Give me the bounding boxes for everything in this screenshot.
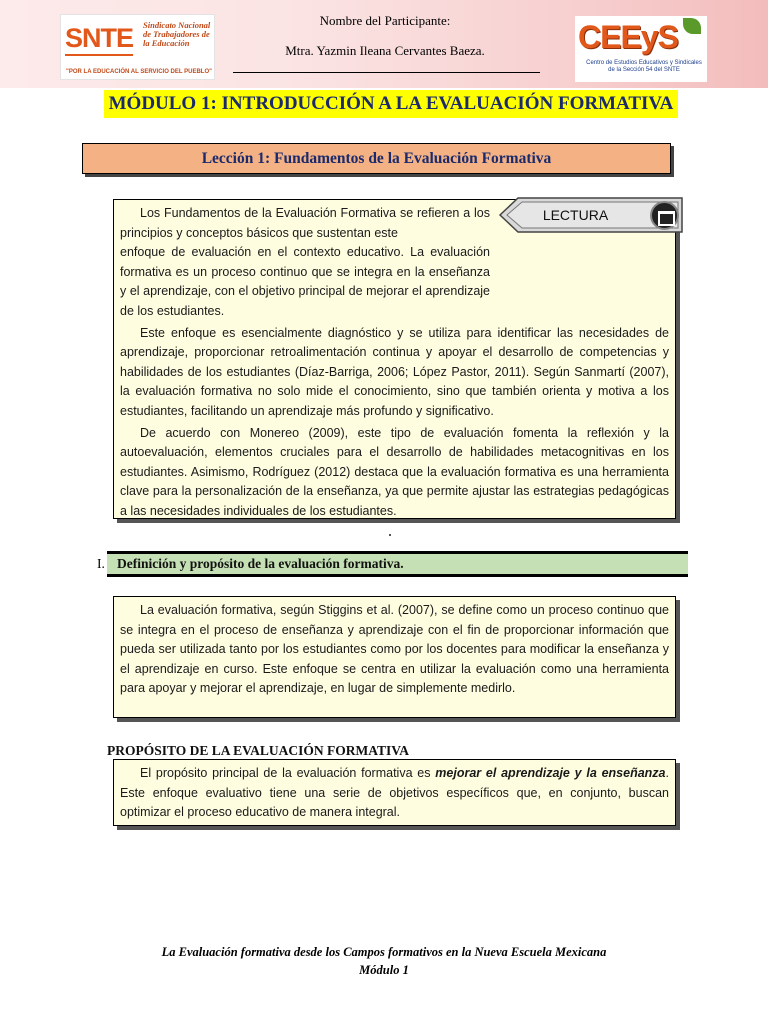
section-number: I.: [97, 556, 105, 571]
reading-paragraph: De acuerdo con Monereo (2009), este tipo de evaluación fomenta la reflexión y la autoevaluación, elementos cruciales para el desarrollo de habilidades metacognitivas en los estudiantes. Asimismo, Rodríguez (2012) destaca que la evaluación formativa es una herramienta clave para la personalización de la enseñanza, ya que permite ajustar las estrategias pedagógicas a las necesidades individuales de los estudiantes.: [120, 425, 669, 518]
leaf-icon: [683, 18, 701, 34]
lesson-title: Lección 1: Fundamentos de la Evaluación Formativa: [82, 143, 671, 174]
reading-paragraph-continued: enfoque de evaluación en el contexto educativo. La evaluación formativa es un proceso continuo que se integra en la enseñanza y el aprendizaje, con el objetivo principal de mejorar el aprendizaje de los estudiantes.: [120, 245, 490, 318]
section-heading: Definición y propósito de la evaluación formativa.: [107, 551, 688, 577]
ceeys-logo-subtitle: Centro de Estudios Educativos y Sindicales de la Sección 54 del SNTE: [586, 60, 702, 73]
participant-label: Nombre del Participante:: [319, 13, 451, 28]
reading-box-fundamentos: [113, 199, 676, 519]
separator-dot: [389, 534, 391, 536]
reading-paragraph: Este enfoque es esencialmente diagnóstico y se utiliza para identificar las necesidades de aprendizaje, proporcionar retroalimentación continua y apoyar el desarrollo de competencias y habilidades de los estudiantes (Díaz-Barriga, 2006; López Pastor, 2011). Según Sanmartí (2007), la evaluación formativa no solo mide el conocimiento, sino que también orienta y motiva a los estudiantes, facilitando un aprendizaje más profundo y significativo.: [120, 325, 669, 418]
reading-box-proposito: [113, 759, 676, 826]
snte-logo-mark: SNTE: [65, 23, 134, 53]
snte-logo-motto: "POR LA EDUCACIÓN AL SERVICIO DEL PUEBLO": [66, 69, 212, 75]
header-band: [0, 0, 768, 88]
footer-title: La Evaluación formativa desde los Campos formativos en la Nueva Escuela Mexicana: [161, 945, 607, 959]
proposito-text-after: . Este enfoque evaluativo tiene una serie de objetivos específicos que, en conjunto, buscan optimizar el proceso educativo de manera integral.: [120, 766, 669, 820]
reading-paragraph: Los Fundamentos de la Evaluación Formativa se refieren a los principios y conceptos básicos que sustentan este: [120, 206, 490, 240]
reading-paragraph: La evaluación formativa, según Stiggins et al. (2007), se define como un proceso continuo que se integra en el proceso de enseñanza y aprendizaje con el fin de proporcionar información que pueda ser utilizada tanto por los estudiantes como por los docentes para modificar la enseñanza y el aprendizaje en curso. Este enfoque se centra en utilizar la evaluación como una herramienta para apoyar y mejorar el aprendizaje, en lugar de simplemente medirlo.: [120, 603, 669, 696]
snte-logo: [60, 14, 215, 80]
footer-module: Módulo 1: [359, 963, 409, 977]
module-title: MÓDULO 1: INTRODUCCIÓN A LA EVALUACIÓN FORMATIVA: [104, 90, 678, 118]
lectura-label: LECTURA: [542, 207, 609, 223]
proposito-title: PROPÓSITO DE LA EVALUACIÓN FORMATIVA: [107, 743, 410, 758]
participant-underline: [233, 72, 540, 73]
reading-paragraph: [120, 764, 669, 823]
proposito-emphasis: mejorar el aprendizaje y la enseñanza: [435, 766, 666, 780]
participant-name: Mtra. Yazmin Ileana Cervantes Baeza.: [285, 43, 485, 58]
lectura-badge: [498, 196, 684, 234]
book-icon: [650, 201, 679, 230]
snte-logo-subtitle: Sindicato Nacional de Trabajadores de la Educación: [143, 20, 211, 48]
ceeys-logo-mark: CEEyS: [578, 19, 678, 55]
reading-box-definicion: [113, 596, 676, 718]
proposito-text-before: El propósito principal de la evaluación formativa es: [140, 766, 436, 780]
ceeys-logo: [575, 16, 707, 82]
